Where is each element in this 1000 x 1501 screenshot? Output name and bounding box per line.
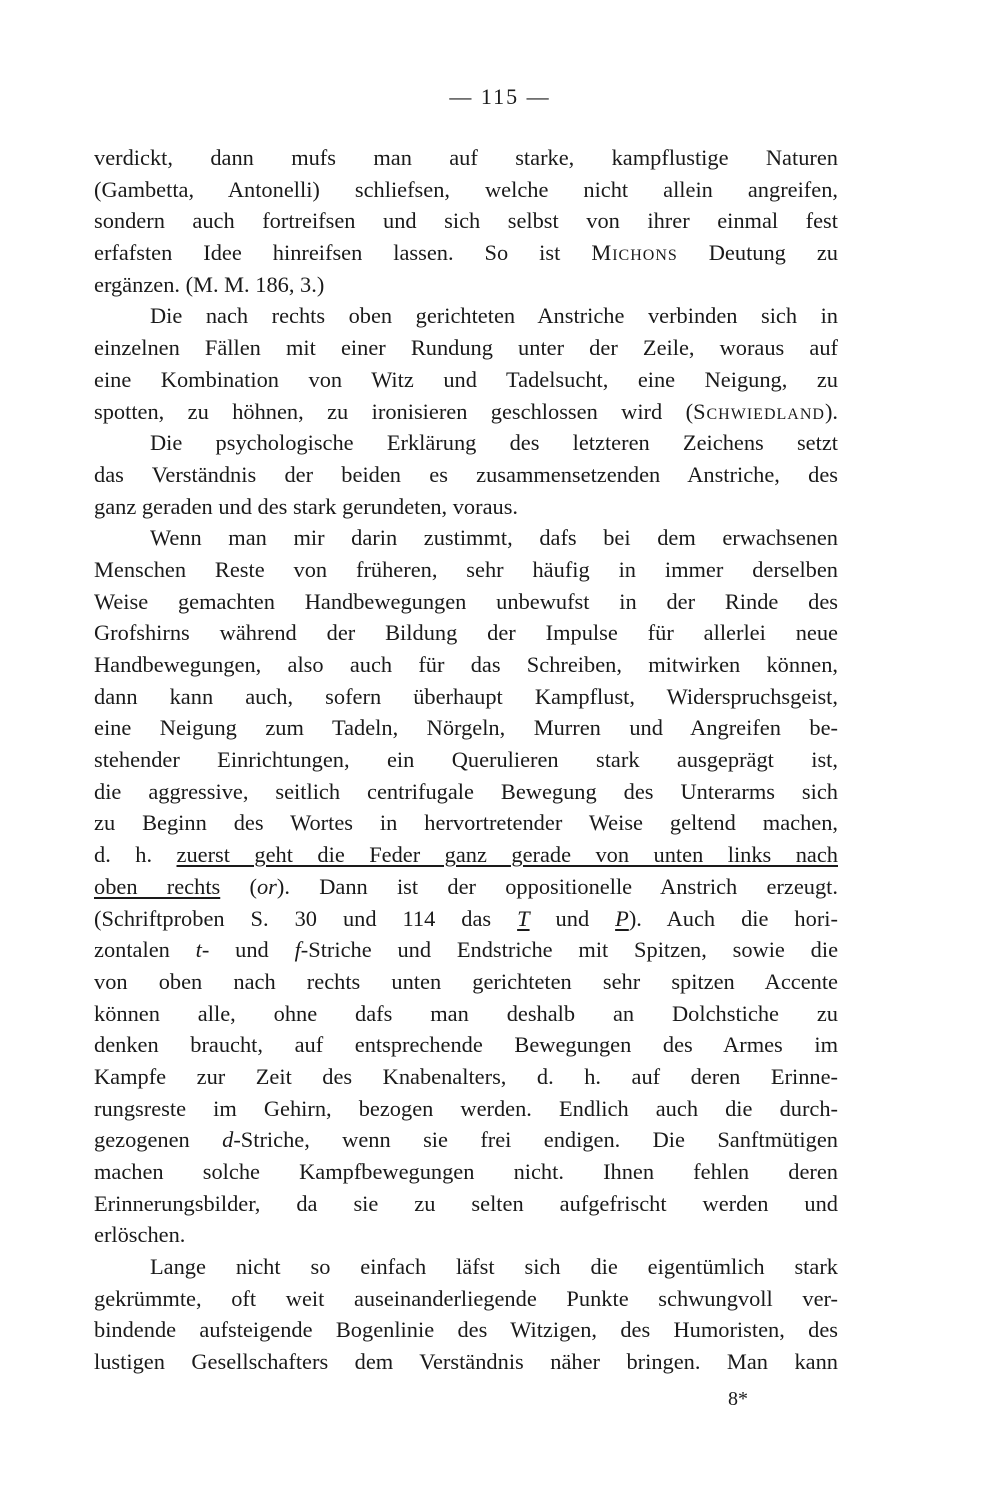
text-line: dann kann auch, sofern überhaupt Kampflust, Widerspruchsgeist,	[94, 683, 838, 709]
text-line: einzelnen Fällen mit einer Rundung unter der Zeile, woraus auf	[94, 335, 838, 361]
text-line: oben rechts (or). Dann ist der oppositionelle Anstrich erzeugt.	[94, 873, 838, 899]
text-line: Wenn man mir darin zustimmt, dafs bei dem erwachsenen	[150, 525, 838, 551]
underlined-phrase: zuerst geht die Feder ganz gerade von unten links nach	[176, 842, 838, 868]
text-fragment: d. h.	[94, 842, 153, 868]
text-fragment: spotten, zu höhnen, zu ironisieren geschlossen wird (	[94, 398, 694, 424]
text-fragment: und	[555, 905, 590, 931]
text-line: Menschen Reste von früheren, sehr häufig in immer derselben	[94, 556, 838, 582]
text-line: lustigen Gesellschafters dem Verständnis näher bringen. Man kann	[94, 1349, 838, 1375]
text-line: eine Kombination von Witz und Tadelsucht, eine Neigung, zu	[94, 366, 838, 392]
text-line: Kampfe zur Zeit des Knabenalters, d. h. auf deren Erinne-	[94, 1063, 838, 1089]
text-line	[94, 396, 838, 428]
text-line	[94, 903, 838, 935]
text-line: Weise gemachten Handbewegungen unbewufst in der Rinde des	[94, 588, 838, 614]
text-line	[94, 237, 838, 269]
letter-sample: f	[294, 937, 301, 963]
page-body	[94, 142, 838, 1378]
text-fragment: gezogenen	[94, 1127, 190, 1153]
text-fragment: -Striche und Endstriche mit Spitzen, sowie die	[300, 937, 838, 963]
letter-sample: d	[222, 1127, 234, 1153]
page-number: — 115 —	[449, 84, 551, 109]
text-fragment: und	[235, 937, 269, 963]
letter-sample: t	[195, 937, 202, 963]
text-fragment: zontalen	[94, 937, 170, 963]
text-line: eine Neigung zum Tadeln, Nörgeln, Murren und Angreifen be-	[94, 715, 838, 741]
text-line: verdickt, dann mufs man auf starke, kampflustige Naturen	[94, 145, 838, 170]
text-line: ergänzen. (M. M. 186, 3.)	[94, 271, 325, 297]
text-fragment: -Striche, wenn sie frei endigen. Die Sanftmütigen	[233, 1127, 838, 1153]
text-line: erlöschen.	[94, 1222, 186, 1248]
text-line: bindende aufsteigende Bogenlinie des Witzigen, des Humoristen, des	[94, 1317, 838, 1343]
text-fragment: ). Dann ist der oppositionelle Anstrich erzeugt.	[276, 873, 838, 899]
text-fragment: ).	[824, 398, 838, 424]
text-line: ganz geraden und des stark gerundeten, voraus.	[94, 493, 519, 519]
text-line: können alle, ohne dafs man deshalb an Dolchstiche zu	[94, 1000, 838, 1026]
text-line: Lange nicht so einfach läfst sich die eigentümlich stark	[150, 1254, 838, 1280]
author-name-schwiedland: Schwiedland	[693, 398, 825, 424]
author-name-michon: Michons	[591, 240, 678, 266]
text-line: Handbewegungen, also auch für das Schreiben, mitwirken können,	[94, 652, 838, 677]
letter-sample: P	[615, 905, 629, 931]
text-fragment: (Schriftproben S. 30 und 114 das	[94, 905, 492, 931]
text-line: sondern auch fortreifsen und sich selbst von ihrer einmal fest	[94, 208, 838, 234]
text-line: Die nach rechts oben gerichteten Anstriche verbinden sich in	[150, 303, 838, 329]
text-line	[94, 839, 838, 871]
text-line: zu Beginn des Wortes in hervortretender Weise geltend machen,	[94, 810, 838, 836]
text-line: rungsreste im Gehirn, bezogen werden. Endlich auch die durch-	[94, 1095, 838, 1121]
text-line: Grofshirns während der Bildung der Impulse für allerlei neue	[94, 620, 838, 646]
text-line: die aggressive, seitlich centrifugale Bewegung des Unterarms sich	[94, 778, 838, 804]
underlined-phrase: oben rechts	[94, 873, 221, 899]
text-line: stehender Einrichtungen, ein Querulieren stark ausgeprägt ist,	[94, 747, 838, 773]
text-line	[94, 1124, 838, 1156]
text-fragment: erfafsten Idee hinreifsen lassen. So ist	[94, 240, 561, 266]
text-line: (Gambetta, Antonelli) schliefsen, welche nicht allein angreifen,	[94, 176, 838, 202]
text-line: Die psychologische Erklärung des letzteren Zeichens setzt	[150, 430, 838, 456]
text-line: machen solche Kampfbewegungen nicht. Ihnen fehlen deren	[94, 1159, 838, 1184]
text-line: von oben nach rechts unten gerichteten sehr spitzen Accente	[94, 968, 838, 994]
text-fragment: ). Auch die hori-	[628, 905, 838, 931]
text-line: Erinnerungsbilder, da sie zu selten aufgefrischt werden und	[94, 1190, 838, 1216]
signature-mark: 8*	[728, 1388, 748, 1410]
text-line: zontalen t- und f-Striche und Endstriche mit Spitzen, sowie die	[94, 937, 838, 963]
stroke-code: or	[256, 873, 277, 899]
text-line: denken braucht, auf entsprechende Bewegungen des Armes im	[94, 1032, 838, 1058]
text-fragment: Deutung zu	[708, 240, 838, 266]
text-line: das Verständnis der beiden es zusammensetzenden Anstriche, des	[94, 461, 838, 487]
letter-sample: T	[517, 905, 530, 931]
text-line: gekrümmte, oft weit auseinanderliegende Punkte schwungvoll ver-	[94, 1285, 838, 1311]
